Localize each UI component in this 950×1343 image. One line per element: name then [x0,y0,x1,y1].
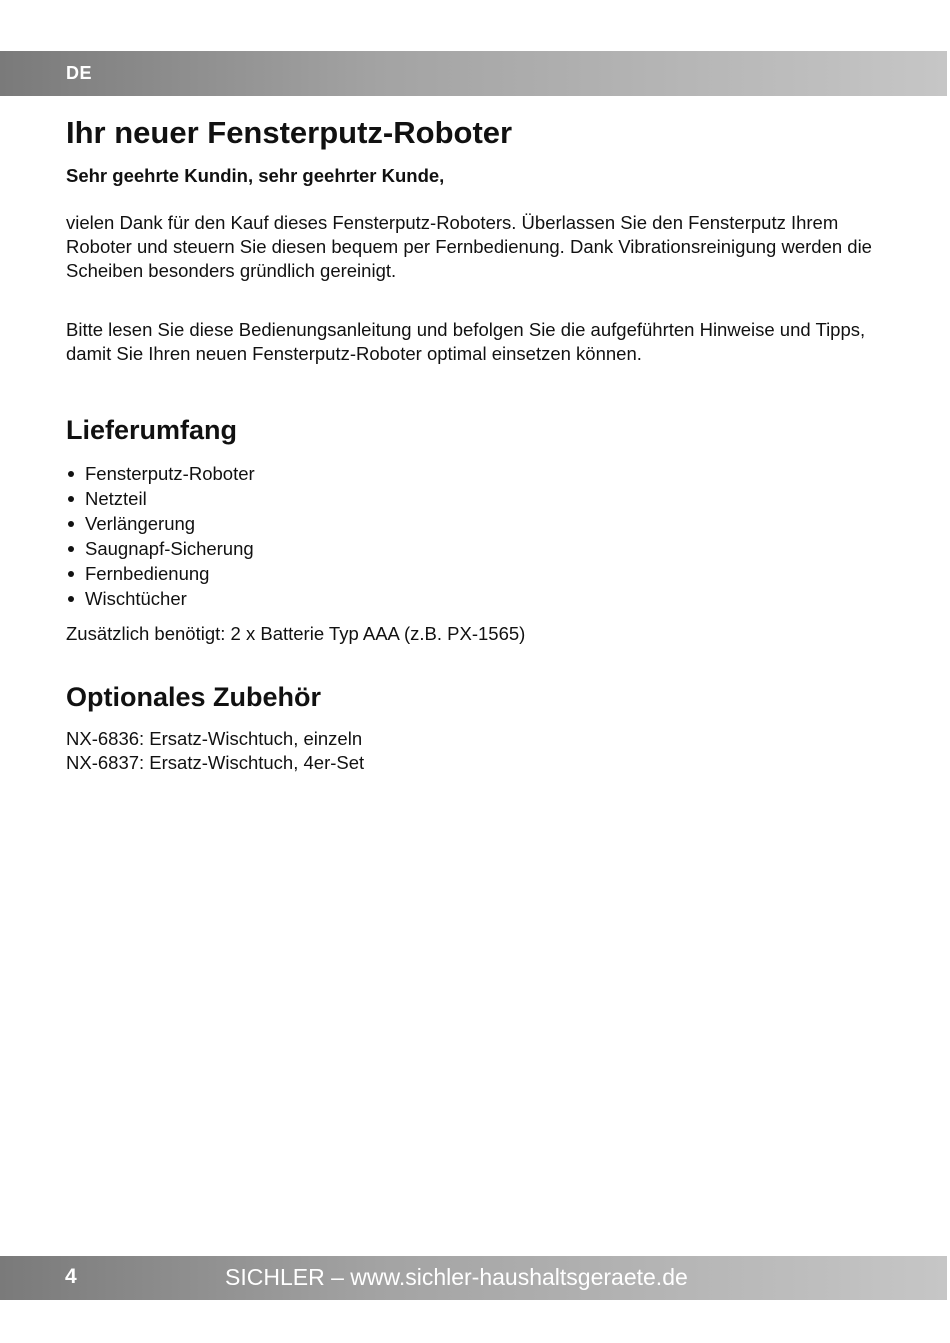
salutation: Sehr geehrte Kundin, sehr geehrter Kunde, [66,165,445,186]
page-title: Ihr neuer Fensterputz-Roboter [66,115,513,150]
intro-paragraph-1: vielen Dank für den Kauf dieses Fensterputz-Roboters. Überlassen Sie den Fensterputz Ihrem Roboter und steuern Sie diesen bequem per Fernbedienung. Dank Vibrationsreinigung werden die Scheiben besonders gründlich gereinigt. [66,212,872,281]
header-band [0,51,947,96]
page-number: 4 [65,1265,77,1288]
footer-brand: SICHLER – www.sichler-haushaltsgeraete.de [225,1264,688,1290]
scope-heading: Lieferumfang [66,415,238,445]
language-label: DE [66,63,93,83]
intro-paragraph-2: Bitte lesen Sie diese Bedienungsanleitung und befolgen Sie die aufgeführten Hinweise und Tipps, damit Sie Ihren neuen Fensterputz-Roboter optimal einsetzen können. [66,319,866,364]
list-item: Fensterputz-Roboter [66,461,255,486]
list-item: Netzteil [66,486,255,511]
accessory-item: NX-6837: Ersatz-Wischtuch, 4er-Set [66,752,365,773]
accessories-heading: Optionales Zubehör [66,682,322,712]
scope-list [66,461,255,611]
list-item: Saugnapf-Sicherung [66,536,255,561]
list-item: Wischtücher [66,586,255,611]
list-item: Fernbedienung [66,561,255,586]
list-item: Verlängerung [66,511,255,536]
additional-note: Zusätzlich benötigt: 2 x Batterie Typ AAA (z.B. PX-1565) [66,623,526,644]
footer-band [0,1256,947,1300]
accessories-list [66,727,364,775]
accessory-item: NX-6836: Ersatz-Wischtuch, einzeln [66,728,363,749]
